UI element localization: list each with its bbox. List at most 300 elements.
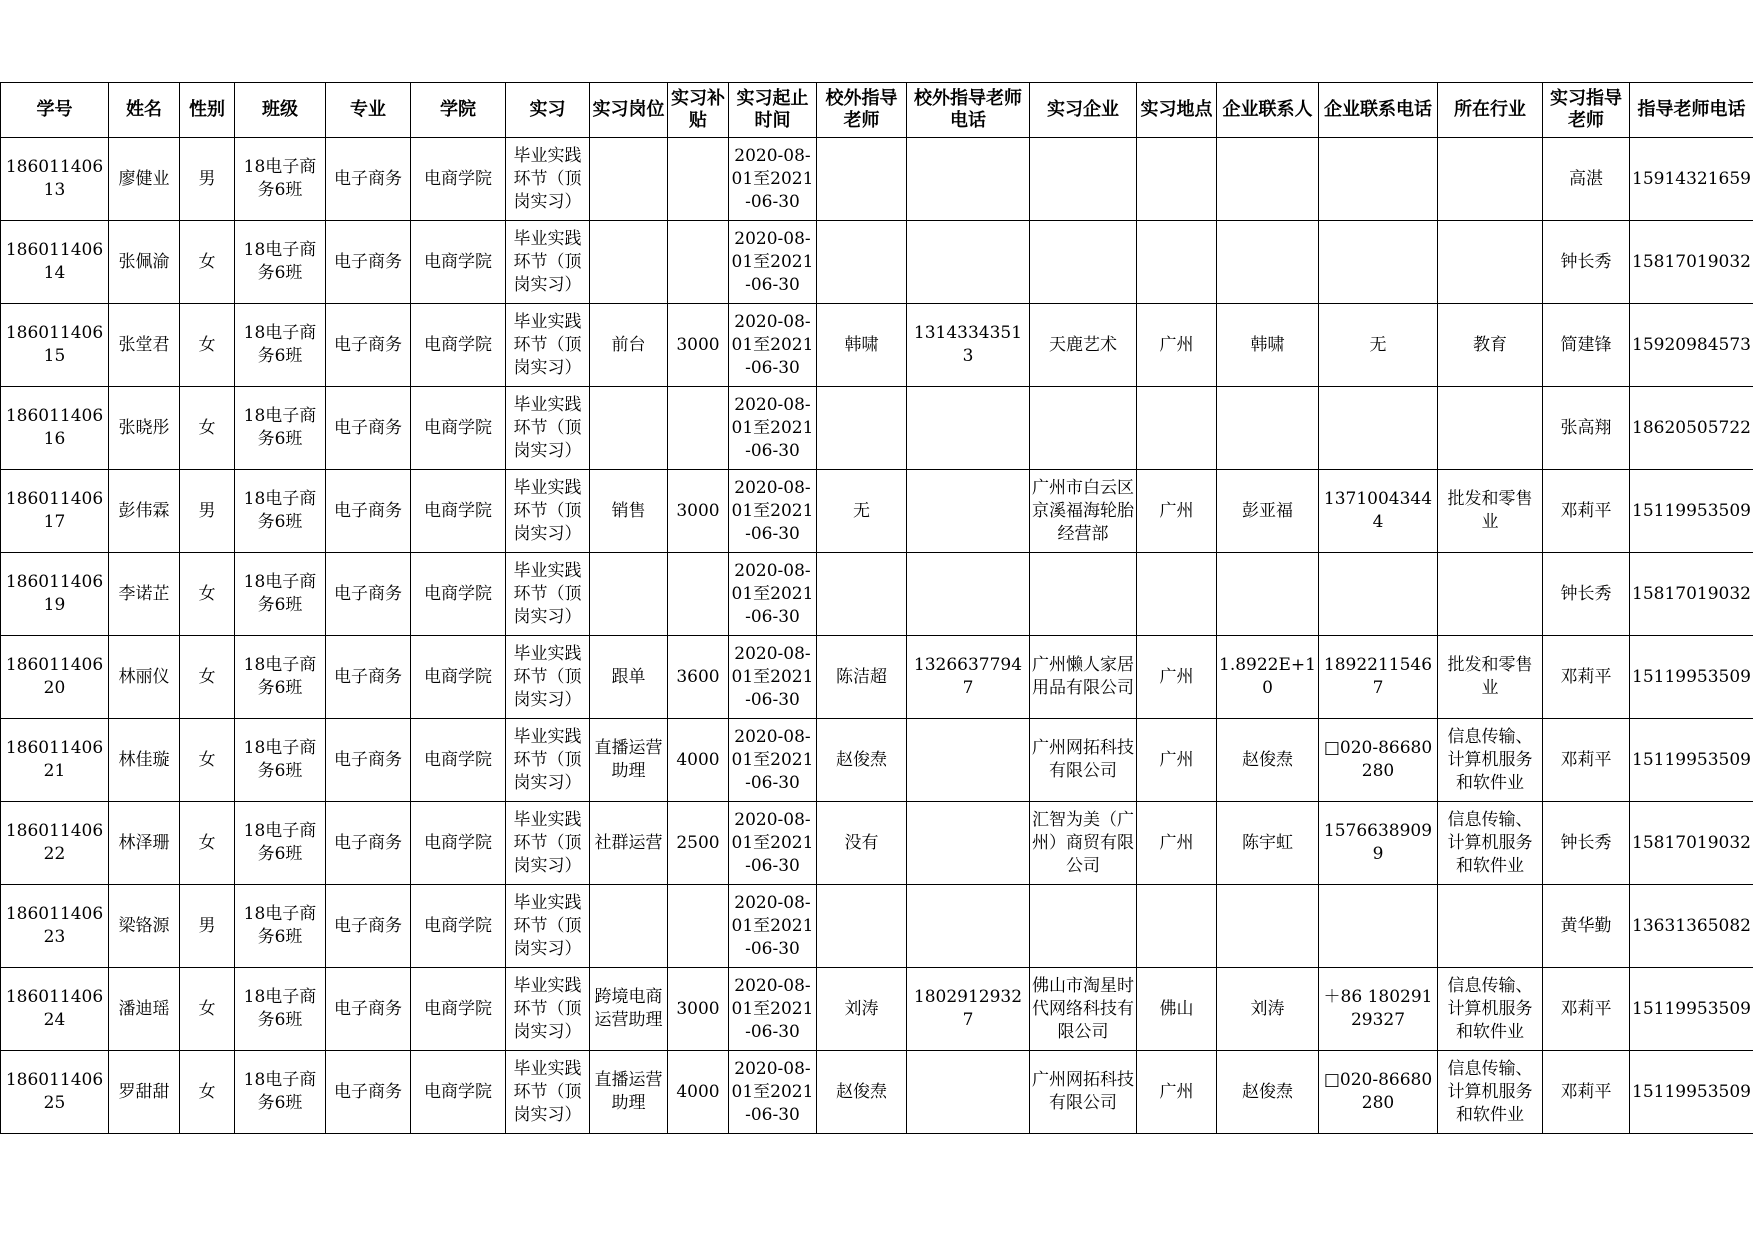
cell-industry xyxy=(1438,304,1543,387)
cell-text: 18电子商务6班 xyxy=(243,655,317,698)
cell-text: 18电子商务6班 xyxy=(243,821,317,864)
cell-tutor xyxy=(1543,885,1630,968)
cell-text: 2020-08-01至2021-06-30 xyxy=(731,560,814,627)
cell-location xyxy=(1137,138,1217,221)
cell-post xyxy=(590,802,668,885)
cell-name xyxy=(109,885,180,968)
cell-period xyxy=(729,802,817,885)
cell-industry xyxy=(1438,553,1543,636)
table-row xyxy=(1,470,1753,553)
cell-text: 彭伟霖 xyxy=(118,500,170,521)
cell-period xyxy=(729,885,817,968)
cell-text: 15119953509 xyxy=(1632,749,1751,770)
cell-text: 电商学院 xyxy=(424,1081,492,1102)
cell-text: 邓莉平 xyxy=(1560,666,1612,687)
cell-gender xyxy=(180,885,235,968)
cell-contact-phone xyxy=(1319,470,1438,553)
cell-internship xyxy=(506,387,590,470)
cell-period xyxy=(729,636,817,719)
cell-class xyxy=(235,387,326,470)
cell-company xyxy=(1030,719,1137,802)
cell-id xyxy=(1,636,109,719)
cell-post xyxy=(590,885,668,968)
cell-text: 18922115467 xyxy=(1323,655,1433,698)
cell-tutor-phone xyxy=(1630,802,1753,885)
header-row xyxy=(1,83,1753,138)
cell-text: 18电子商务6班 xyxy=(243,157,317,200)
table-row xyxy=(1,553,1753,636)
cell-contact-phone xyxy=(1319,304,1438,387)
cell-contact xyxy=(1217,470,1319,553)
cell-text: 广州网拓科技有限公司 xyxy=(1032,738,1134,781)
cell-id xyxy=(1,885,109,968)
cell-gender xyxy=(180,138,235,221)
cell-contact xyxy=(1217,636,1319,719)
cell-text: 女 xyxy=(198,666,216,687)
cell-text: 女 xyxy=(198,998,216,1019)
cell-text: 3600 xyxy=(676,666,720,687)
cell-post xyxy=(590,221,668,304)
cell-ext-phone xyxy=(907,968,1030,1051)
cell-text: 跨境电商运营助理 xyxy=(594,987,663,1030)
cell-tutor xyxy=(1543,221,1630,304)
cell-text: 电子商务 xyxy=(334,749,402,770)
cell-text: 2020-08-01至2021-06-30 xyxy=(731,975,814,1042)
cell-contact-phone xyxy=(1319,1051,1438,1134)
cell-period xyxy=(729,470,817,553)
cell-text: 毕业实践环节（顶岗实习） xyxy=(513,228,582,295)
column-header: 指导老师电话 xyxy=(1630,83,1753,138)
cell-ext-tutor xyxy=(817,1051,907,1134)
cell-college xyxy=(411,470,506,553)
cell-company xyxy=(1030,885,1137,968)
cell-text: 汇智为美（广州）商贸有限公司 xyxy=(1032,809,1134,876)
cell-company xyxy=(1030,802,1137,885)
cell-ext-tutor xyxy=(817,304,907,387)
cell-text: 毕业实践环节（顶岗实习） xyxy=(513,643,582,710)
cell-text: 15119953509 xyxy=(1632,500,1751,521)
cell-class xyxy=(235,470,326,553)
cell-industry xyxy=(1438,470,1543,553)
cell-tutor xyxy=(1543,802,1630,885)
cell-text: 陈洁超 xyxy=(836,666,887,687)
cell-tutor xyxy=(1543,553,1630,636)
cell-tutor xyxy=(1543,387,1630,470)
cell-text: 2020-08-01至2021-06-30 xyxy=(731,726,814,793)
cell-text: 电子商务 xyxy=(334,583,402,604)
cell-text: 2500 xyxy=(676,832,720,853)
cell-college xyxy=(411,636,506,719)
cell-internship xyxy=(506,719,590,802)
cell-text: 陈宇虹 xyxy=(1242,832,1293,853)
cell-text: 13631365082 xyxy=(1632,915,1751,936)
cell-text: 15119953509 xyxy=(1632,998,1751,1019)
cell-text: 18601140613 xyxy=(5,157,104,200)
cell-gender xyxy=(180,304,235,387)
cell-text: 电商学院 xyxy=(424,915,492,936)
cell-college xyxy=(411,719,506,802)
column-header: 性别 xyxy=(180,83,235,138)
cell-text: 18601140619 xyxy=(5,572,104,615)
cell-subsidy xyxy=(668,885,729,968)
cell-major xyxy=(326,470,411,553)
cell-gender xyxy=(180,1051,235,1134)
cell-company xyxy=(1030,636,1137,719)
cell-name xyxy=(109,802,180,885)
cell-subsidy xyxy=(668,553,729,636)
cell-contact-phone xyxy=(1319,636,1438,719)
cell-name xyxy=(109,387,180,470)
table-row xyxy=(1,304,1753,387)
cell-text: 电子商务 xyxy=(334,998,402,1019)
cell-tutor xyxy=(1543,719,1630,802)
cell-text: 电商学院 xyxy=(424,500,492,521)
column-header: 班级 xyxy=(235,83,326,138)
cell-text: 刘涛 xyxy=(1250,998,1285,1019)
cell-industry xyxy=(1438,221,1543,304)
cell-text: 18601140617 xyxy=(5,489,104,532)
column-header: 实习岗位 xyxy=(590,83,668,138)
cell-text: 天鹿艺术 xyxy=(1049,334,1117,355)
cell-subsidy xyxy=(668,636,729,719)
cell-gender xyxy=(180,387,235,470)
cell-class xyxy=(235,802,326,885)
cell-class xyxy=(235,221,326,304)
cell-contact xyxy=(1217,1051,1319,1134)
cell-location xyxy=(1137,968,1217,1051)
cell-college xyxy=(411,968,506,1051)
cell-post xyxy=(590,138,668,221)
cell-text: 电商学院 xyxy=(424,583,492,604)
cell-text: 15817019032 xyxy=(1632,251,1751,272)
cell-text: 毕业实践环节（顶岗实习） xyxy=(513,477,582,544)
cell-text: 无 xyxy=(1369,334,1387,355)
cell-tutor xyxy=(1543,304,1630,387)
cell-text: 直播运营助理 xyxy=(594,738,663,781)
column-header: 实习地点 xyxy=(1137,83,1217,138)
column-header: 实习起止时间 xyxy=(729,83,817,138)
cell-text: 直播运营助理 xyxy=(594,1070,663,1113)
cell-text: 18601140622 xyxy=(5,821,104,864)
cell-subsidy xyxy=(668,304,729,387)
cell-internship xyxy=(506,885,590,968)
cell-period xyxy=(729,719,817,802)
cell-text: 赵俊焘 xyxy=(836,1081,887,1102)
table-row xyxy=(1,968,1753,1051)
cell-major xyxy=(326,802,411,885)
cell-tutor xyxy=(1543,636,1630,719)
cell-text: 毕业实践环节（顶岗实习） xyxy=(513,145,582,212)
cell-college xyxy=(411,387,506,470)
cell-text: 林丽仪 xyxy=(118,666,170,687)
column-header: 实习补贴 xyxy=(668,83,729,138)
table-row xyxy=(1,802,1753,885)
cell-text: 2020-08-01至2021-06-30 xyxy=(731,145,814,212)
cell-text: 18601140625 xyxy=(5,1070,104,1113)
cell-name xyxy=(109,719,180,802)
cell-industry xyxy=(1438,636,1543,719)
cell-location xyxy=(1137,387,1217,470)
cell-company xyxy=(1030,304,1137,387)
cell-id xyxy=(1,1051,109,1134)
cell-contact-phone xyxy=(1319,968,1438,1051)
cell-internship xyxy=(506,470,590,553)
cell-contact-phone xyxy=(1319,387,1438,470)
cell-text: 电商学院 xyxy=(424,666,492,687)
cell-tutor-phone xyxy=(1630,968,1753,1051)
cell-major xyxy=(326,553,411,636)
cell-contact xyxy=(1217,304,1319,387)
cell-tutor-phone xyxy=(1630,138,1753,221)
table-row xyxy=(1,221,1753,304)
cell-post xyxy=(590,968,668,1051)
cell-text: 广州网拓科技有限公司 xyxy=(1032,1070,1134,1113)
cell-text: 跟单 xyxy=(611,666,646,687)
cell-location xyxy=(1137,885,1217,968)
cell-tutor-phone xyxy=(1630,553,1753,636)
cell-internship xyxy=(506,636,590,719)
cell-ext-tutor xyxy=(817,553,907,636)
cell-name xyxy=(109,221,180,304)
cell-college xyxy=(411,1051,506,1134)
cell-contact xyxy=(1217,802,1319,885)
cell-contact-phone xyxy=(1319,719,1438,802)
cell-subsidy xyxy=(668,719,729,802)
cell-text: 广州 xyxy=(1159,500,1194,521)
cell-location xyxy=(1137,636,1217,719)
cell-text: 18601140616 xyxy=(5,406,104,449)
cell-internship xyxy=(506,553,590,636)
cell-text: 18电子商务6班 xyxy=(243,323,317,366)
cell-text: 电商学院 xyxy=(424,334,492,355)
cell-text: 广州 xyxy=(1159,666,1194,687)
cell-text: 15914321659 xyxy=(1632,168,1751,189)
cell-text: 无 xyxy=(853,500,870,521)
cell-text: 18电子商务6班 xyxy=(243,406,317,449)
cell-class xyxy=(235,304,326,387)
cell-text: 前台 xyxy=(611,334,646,355)
cell-tutor-phone xyxy=(1630,719,1753,802)
cell-major xyxy=(326,885,411,968)
cell-id xyxy=(1,304,109,387)
cell-gender xyxy=(180,470,235,553)
cell-text: 2020-08-01至2021-06-30 xyxy=(731,311,814,378)
cell-period xyxy=(729,387,817,470)
cell-contact xyxy=(1217,968,1319,1051)
cell-text: 钟长秀 xyxy=(1560,583,1612,604)
cell-text: 罗甜甜 xyxy=(118,1081,170,1102)
cell-text: 电子商务 xyxy=(334,915,402,936)
cell-subsidy xyxy=(668,470,729,553)
cell-text: 信息传输、计算机服务和软件业 xyxy=(1447,975,1533,1042)
cell-ext-phone xyxy=(907,553,1030,636)
cell-company xyxy=(1030,968,1137,1051)
cell-text: 15766389099 xyxy=(1323,821,1433,864)
cell-period xyxy=(729,304,817,387)
table-row xyxy=(1,387,1753,470)
cell-company xyxy=(1030,387,1137,470)
cell-contact-phone xyxy=(1319,221,1438,304)
cell-location xyxy=(1137,470,1217,553)
cell-location xyxy=(1137,221,1217,304)
cell-text: 毕业实践环节（顶岗实习） xyxy=(513,892,582,959)
cell-industry xyxy=(1438,719,1543,802)
cell-class xyxy=(235,968,326,1051)
cell-internship xyxy=(506,1051,590,1134)
cell-text: 广州 xyxy=(1159,832,1194,853)
cell-text: 批发和零售业 xyxy=(1447,655,1533,698)
cell-class xyxy=(235,885,326,968)
cell-ext-tutor xyxy=(817,719,907,802)
cell-gender xyxy=(180,802,235,885)
cell-text: 18601140614 xyxy=(5,240,104,283)
table-row xyxy=(1,719,1753,802)
cell-gender xyxy=(180,719,235,802)
cell-period xyxy=(729,553,817,636)
cell-ext-tutor xyxy=(817,138,907,221)
cell-text: 女 xyxy=(198,251,216,272)
cell-text: 社群运营 xyxy=(594,832,663,853)
cell-class xyxy=(235,138,326,221)
cell-internship xyxy=(506,138,590,221)
cell-period xyxy=(729,1051,817,1134)
cell-text: 信息传输、计算机服务和软件业 xyxy=(1447,1058,1533,1125)
cell-id xyxy=(1,387,109,470)
cell-ext-phone xyxy=(907,221,1030,304)
cell-post xyxy=(590,719,668,802)
cell-subsidy xyxy=(668,387,729,470)
cell-text: 毕业实践环节（顶岗实习） xyxy=(513,560,582,627)
cell-ext-phone xyxy=(907,719,1030,802)
cell-text: 2020-08-01至2021-06-30 xyxy=(731,228,814,295)
cell-text: 林泽珊 xyxy=(118,832,170,853)
cell-text: 毕业实践环节（顶岗实习） xyxy=(513,394,582,461)
cell-company xyxy=(1030,470,1137,553)
cell-text: 15920984573 xyxy=(1632,334,1751,355)
table-row xyxy=(1,1051,1753,1134)
cell-text: □020-86680280 xyxy=(1323,738,1433,781)
cell-industry xyxy=(1438,138,1543,221)
cell-text: 18601140623 xyxy=(5,904,104,947)
cell-ext-tutor xyxy=(817,802,907,885)
cell-location xyxy=(1137,304,1217,387)
cell-subsidy xyxy=(668,221,729,304)
cell-text: 信息传输、计算机服务和软件业 xyxy=(1447,809,1533,876)
cell-gender xyxy=(180,221,235,304)
cell-text: 电商学院 xyxy=(424,168,492,189)
cell-subsidy xyxy=(668,968,729,1051)
cell-text: 邓莉平 xyxy=(1560,998,1612,1019)
cell-text: 18电子商务6班 xyxy=(243,572,317,615)
cell-class xyxy=(235,1051,326,1134)
cell-text: 18电子商务6班 xyxy=(243,738,317,781)
cell-college xyxy=(411,304,506,387)
cell-text: 批发和零售业 xyxy=(1447,489,1533,532)
cell-id xyxy=(1,470,109,553)
cell-text: 18601140621 xyxy=(5,738,104,781)
cell-ext-phone xyxy=(907,138,1030,221)
cell-text: 男 xyxy=(198,500,216,521)
cell-industry xyxy=(1438,1051,1543,1134)
cell-internship xyxy=(506,304,590,387)
cell-company xyxy=(1030,1051,1137,1134)
cell-text: 刘涛 xyxy=(844,998,879,1019)
table-row xyxy=(1,138,1753,221)
cell-text: 电商学院 xyxy=(424,832,492,853)
cell-text: 简建锋 xyxy=(1560,334,1612,355)
cell-text: 毕业实践环节（顶岗实习） xyxy=(513,1058,582,1125)
cell-text: 2020-08-01至2021-06-30 xyxy=(731,892,814,959)
cell-text: 邓莉平 xyxy=(1560,1081,1612,1102)
cell-subsidy xyxy=(668,802,729,885)
cell-text: 男 xyxy=(198,168,216,189)
cell-ext-tutor xyxy=(817,387,907,470)
cell-text: 15119953509 xyxy=(1632,1081,1751,1102)
column-header: 实习 xyxy=(506,83,590,138)
cell-name xyxy=(109,636,180,719)
cell-text: 13143343513 xyxy=(913,323,1023,366)
cell-text: 高湛 xyxy=(1569,168,1603,189)
cell-college xyxy=(411,802,506,885)
cell-text: 信息传输、计算机服务和软件业 xyxy=(1447,726,1533,793)
cell-text: 女 xyxy=(198,334,216,355)
cell-text: 2020-08-01至2021-06-30 xyxy=(731,394,814,461)
cell-text: 梁铬源 xyxy=(118,915,170,936)
cell-tutor-phone xyxy=(1630,470,1753,553)
cell-tutor-phone xyxy=(1630,387,1753,470)
cell-text: 电子商务 xyxy=(334,417,402,438)
cell-ext-tutor xyxy=(817,636,907,719)
cell-industry xyxy=(1438,387,1543,470)
cell-text: □020-86680280 xyxy=(1323,1070,1433,1113)
cell-contact-phone xyxy=(1319,553,1438,636)
cell-period xyxy=(729,968,817,1051)
table-row xyxy=(1,885,1753,968)
cell-text: 电子商务 xyxy=(334,832,402,853)
cell-internship xyxy=(506,802,590,885)
cell-text: 毕业实践环节（顶岗实习） xyxy=(513,809,582,876)
cell-text: 毕业实践环节（顶岗实习） xyxy=(513,311,582,378)
cell-text: 1.8922E+10 xyxy=(1219,655,1316,698)
cell-id xyxy=(1,553,109,636)
cell-major xyxy=(326,1051,411,1134)
cell-period xyxy=(729,138,817,221)
cell-college xyxy=(411,553,506,636)
cell-text: 赵俊焘 xyxy=(1242,1081,1293,1102)
cell-text: 18电子商务6班 xyxy=(243,987,317,1030)
cell-name xyxy=(109,304,180,387)
cell-id xyxy=(1,221,109,304)
cell-text: 林佳璇 xyxy=(118,749,170,770)
cell-tutor-phone xyxy=(1630,885,1753,968)
cell-text: 彭亚福 xyxy=(1242,500,1293,521)
cell-ext-phone xyxy=(907,387,1030,470)
cell-major xyxy=(326,636,411,719)
cell-text: 赵俊焘 xyxy=(1242,749,1293,770)
cell-industry xyxy=(1438,885,1543,968)
column-header: 校外指导老师电话 xyxy=(907,83,1030,138)
cell-company xyxy=(1030,553,1137,636)
cell-period xyxy=(729,221,817,304)
cell-text: 2020-08-01至2021-06-30 xyxy=(731,1058,814,1125)
cell-text: 18601140615 xyxy=(5,323,104,366)
cell-major xyxy=(326,968,411,1051)
cell-text: 张佩渝 xyxy=(118,251,170,272)
cell-text: 女 xyxy=(198,583,216,604)
cell-contact xyxy=(1217,138,1319,221)
column-header: 专业 xyxy=(326,83,411,138)
cell-contact-phone xyxy=(1319,885,1438,968)
